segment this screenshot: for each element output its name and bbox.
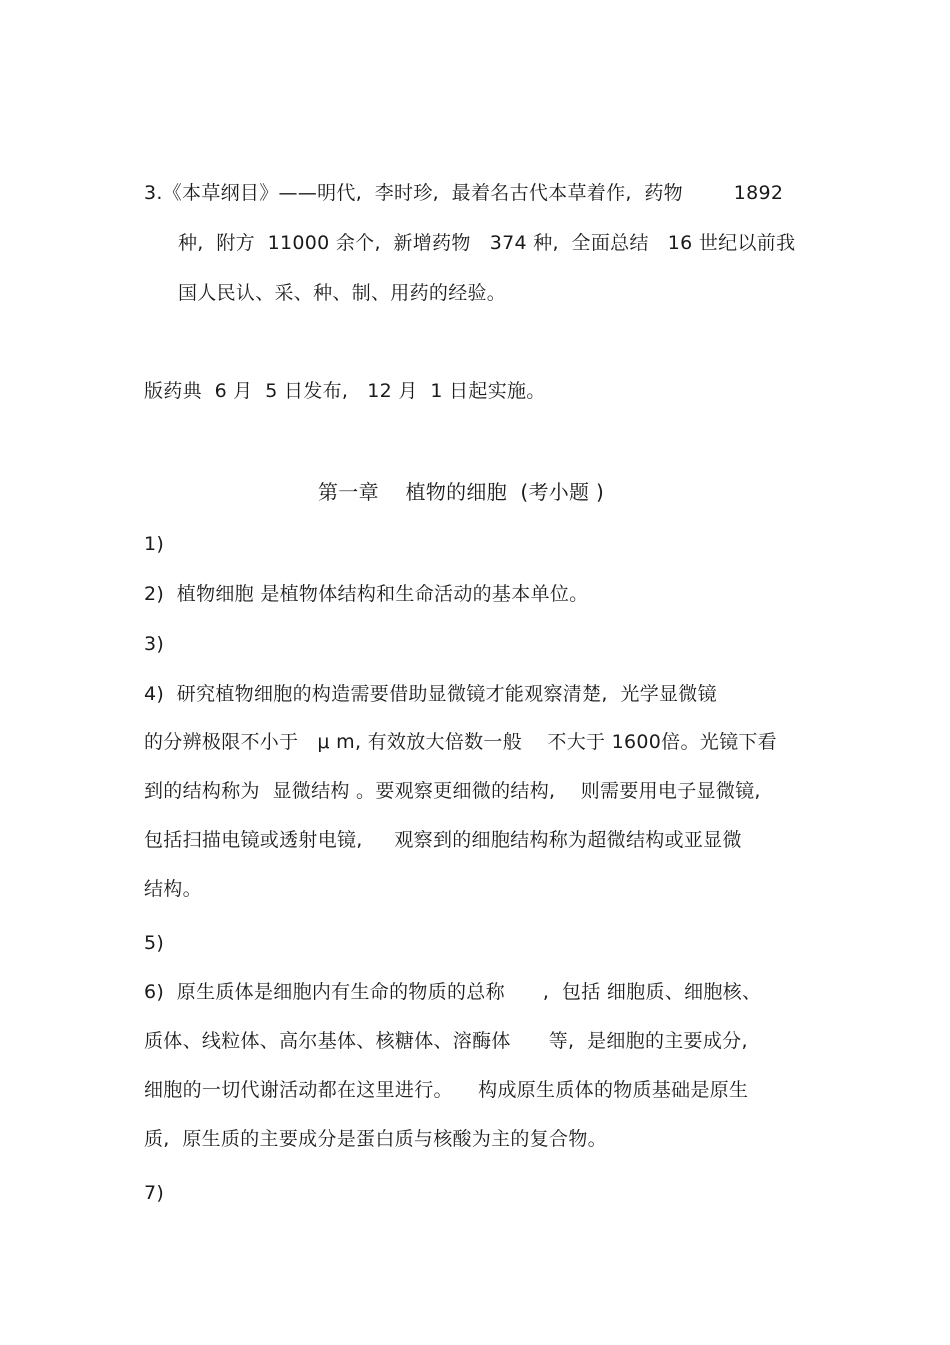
item-6-line4: 质, 原生质的主要成分是蛋白质与核酸为主的复合物。: [144, 1128, 607, 1150]
pharmacopoeia-line: 版药典 6 月 5 日发布, 12 月 1 日起实施。: [144, 380, 546, 402]
chapter-title: 第一章 植物的细胞 (考小题 ): [318, 480, 605, 504]
section3-line3: 国人民认、采、种、制、用药的经验。: [178, 282, 507, 304]
item-1: 1): [144, 533, 165, 555]
section3-line1: 3.《本草纲目》——明代, 李时珍, 最着名古代本草着作, 药物 1892: [144, 182, 784, 204]
item-4-line4: 包括扫描电镜或透射电镜, 观察到的细胞结构称为超微结构或亚显微: [144, 829, 742, 851]
item-6-line3: 细胞的一切代谢活动都在这里进行。 构成原生质体的物质基础是原生: [144, 1079, 749, 1101]
item-7: 7): [144, 1182, 165, 1204]
item-4-line2: 的分辨极限不小于 μ m, 有效放大倍数一般 不大于 1600倍。光镜下看: [144, 731, 777, 753]
item-4-line1: 4) 研究植物细胞的构造需要借助显微镜才能观察清楚, 光学显微镜: [144, 683, 717, 705]
item-2: 2) 植物细胞 是植物体结构和生命活动的基本单位。: [144, 583, 589, 605]
item-6-line2: 质体、线粒体、高尔基体、核糖体、溶酶体 等, 是细胞的主要成分,: [144, 1030, 748, 1052]
item-4-line3: 到的结构称为 显微结构 。要观察更细微的结构, 则需要用电子显微镜,: [144, 780, 761, 802]
item-4-line5: 结构。: [144, 878, 202, 900]
section3-line2: 种, 附方 11000 余个, 新增药物 374 种, 全面总结 16 世纪以前我: [178, 232, 796, 254]
item-3: 3): [144, 633, 165, 655]
item-6-line1: 6) 原生质体是细胞内有生命的物质的总称 , 包括 细胞质、细胞核、: [144, 981, 762, 1003]
item-5: 5): [144, 932, 165, 954]
